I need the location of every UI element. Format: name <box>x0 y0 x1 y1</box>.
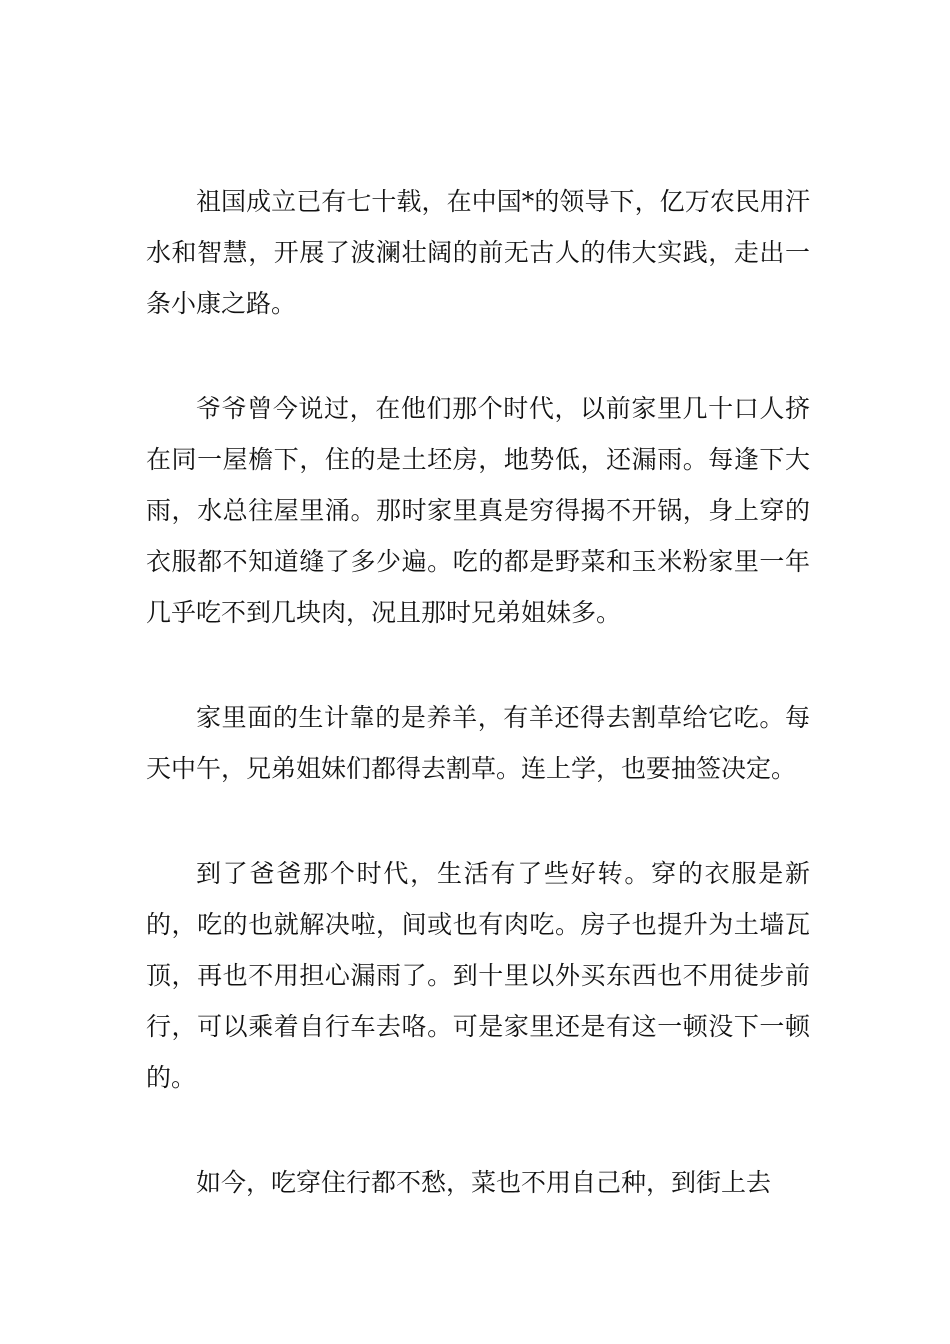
paragraph-5: 如今，吃穿住行都不愁，菜也不用自己种，到街上去 <box>196 1168 772 1197</box>
document-body <box>146 176 810 1262</box>
paragraph-2: 爷爷曾今说过，在他们那个时代，以前家里几十口人挤在同一屋檐下，住的是土坯房，地势低，还漏雨。每逢下大雨，水总往屋里涌。那时家里真是穷得揭不开锅，身上穿的衣服都不知道缝了多少遍。吃的都是野菜和玉米粉家里一年几乎吃不到几块肉，况且那时兄弟姐妹多。 <box>146 394 810 627</box>
paragraph-3: 家里面的生计靠的是养羊，有羊还得去割草给它吃。每天中午，兄弟姐妹们都得去割草。连上学，也要抽签决定。 <box>146 703 810 783</box>
paragraph-4: 到了爸爸那个时代，生活有了些好转。穿的衣服是新的，吃的也就解决啦，间或也有肉吃。房子也提升为土墙瓦顶，再也不用担心漏雨了。到十里以外买东西也不用徒步前行，可以乘着自行车去咯。可是家里还是有这一顿没下一顿的。 <box>146 859 810 1092</box>
paragraph-1: 祖国成立已有七十载，在中国*的领导下，亿万农民用汗水和智慧，开展了波澜壮阔的前无古人的伟大实践，走出一条小康之路。 <box>146 187 810 318</box>
